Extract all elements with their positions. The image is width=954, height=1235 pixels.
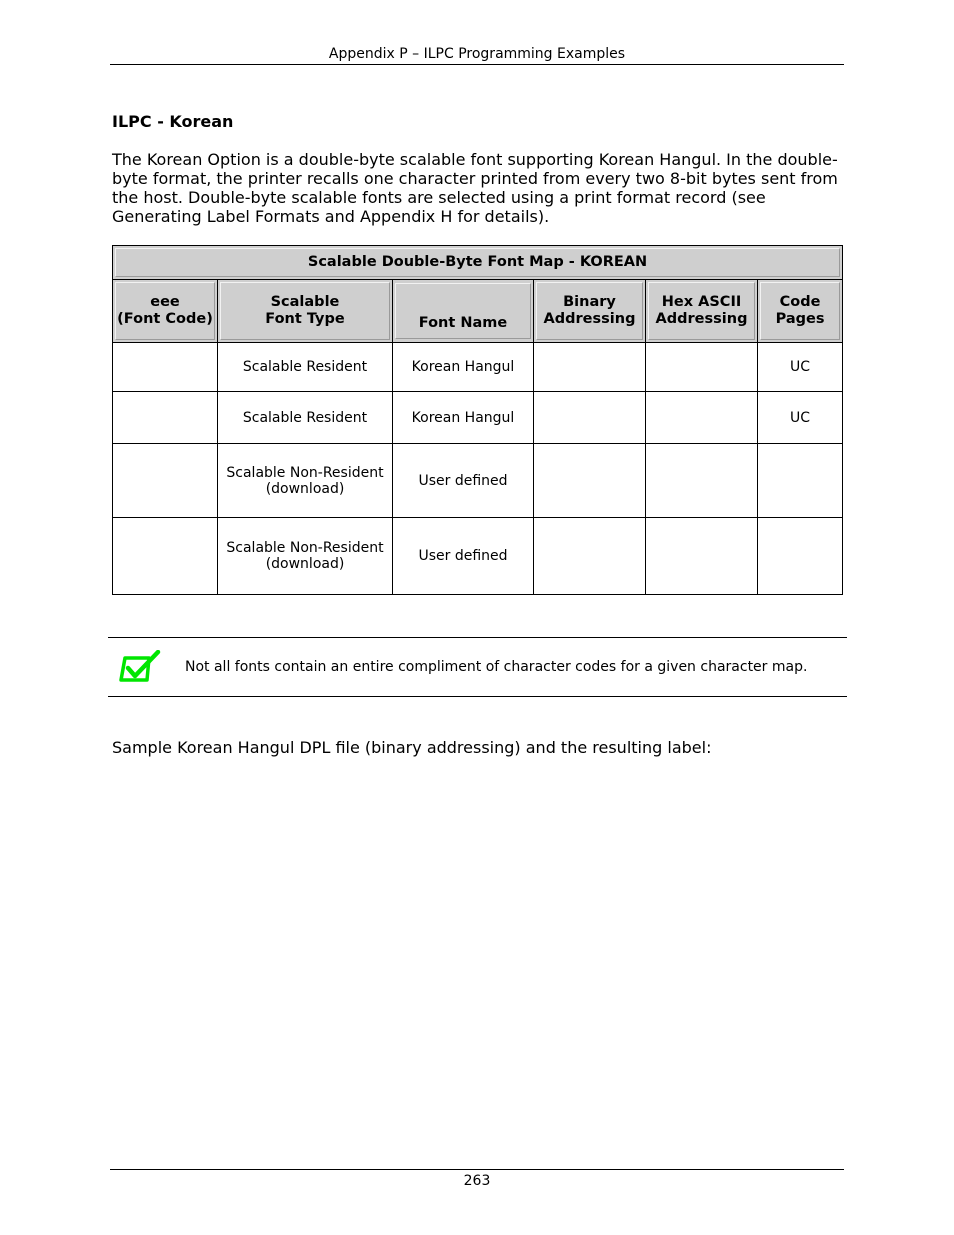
code-pages-cell — [758, 444, 843, 518]
hex-ascii-addressing-cell — [646, 518, 758, 595]
font-code-cell — [113, 518, 218, 595]
sample-caption: Sample Korean Hangul DPL file (binary addressing) and the resulting label: — [112, 738, 712, 757]
table-row — [113, 392, 843, 444]
hex-ascii-addressing-cell — [646, 444, 758, 518]
col-font-code: eee (Font Code) — [113, 280, 218, 343]
note-box — [108, 637, 847, 697]
table-caption: Scalable Double-Byte Font Map - KOREAN — [113, 246, 843, 280]
table-header-row — [113, 280, 843, 343]
binary-addressing-cell — [534, 518, 646, 595]
page-number: 263 — [463, 1173, 491, 1189]
font-type-cell: Scalable Resident — [218, 343, 393, 392]
font-code-cell — [113, 444, 218, 518]
binary-addressing-cell — [534, 444, 646, 518]
code-pages-cell: UC — [758, 343, 843, 392]
font-name-cell: User defined — [393, 444, 534, 518]
font-type-cell: Scalable Non-Resident (download) — [218, 444, 393, 518]
font-name-cell: User defined — [393, 518, 534, 595]
table-row — [113, 518, 843, 595]
font-name-cell: Korean Hangul — [393, 392, 534, 444]
code-pages-cell — [758, 518, 843, 595]
font-map-table — [112, 245, 843, 595]
code-pages-cell: UC — [758, 392, 843, 444]
binary-addressing-cell — [534, 343, 646, 392]
table-caption-row — [113, 246, 843, 280]
intro-paragraph: The Korean Option is a double-byte scalable font supporting Korean Hangul. In the double-byte format, the printer recalls one character printed from every two 8-bit bytes sent from the host. Double-byte scalable fonts are selected using a print format record (see Generating Label Formats and Appendix H for details). — [112, 150, 838, 226]
section-title: ILPC - Korean — [112, 112, 234, 131]
binary-addressing-cell — [534, 392, 646, 444]
table-row — [113, 343, 843, 392]
col-hex-ascii-addressing: Hex ASCII Addressing — [646, 280, 758, 343]
note-text: Not all fonts contain an entire compliment of character codes for a given character map. — [185, 659, 808, 675]
hex-ascii-addressing-cell — [646, 392, 758, 444]
hex-ascii-addressing-cell — [646, 343, 758, 392]
running-header: Appendix P – ILPC Programming Examples — [328, 46, 626, 62]
checkmark-note-icon — [119, 650, 161, 684]
font-code-cell — [113, 343, 218, 392]
col-font-type: Scalable Font Type — [218, 280, 393, 343]
font-code-cell — [113, 392, 218, 444]
table-row — [113, 444, 843, 518]
font-name-cell: Korean Hangul — [393, 343, 534, 392]
col-font-name: Font Name — [393, 280, 534, 343]
col-code-pages: Code Pages — [758, 280, 843, 343]
header-rule — [110, 64, 844, 65]
font-type-cell: Scalable Resident — [218, 392, 393, 444]
col-binary-addressing: Binary Addressing — [534, 280, 646, 343]
font-type-cell: Scalable Non-Resident (download) — [218, 518, 393, 595]
footer-rule — [110, 1169, 844, 1170]
